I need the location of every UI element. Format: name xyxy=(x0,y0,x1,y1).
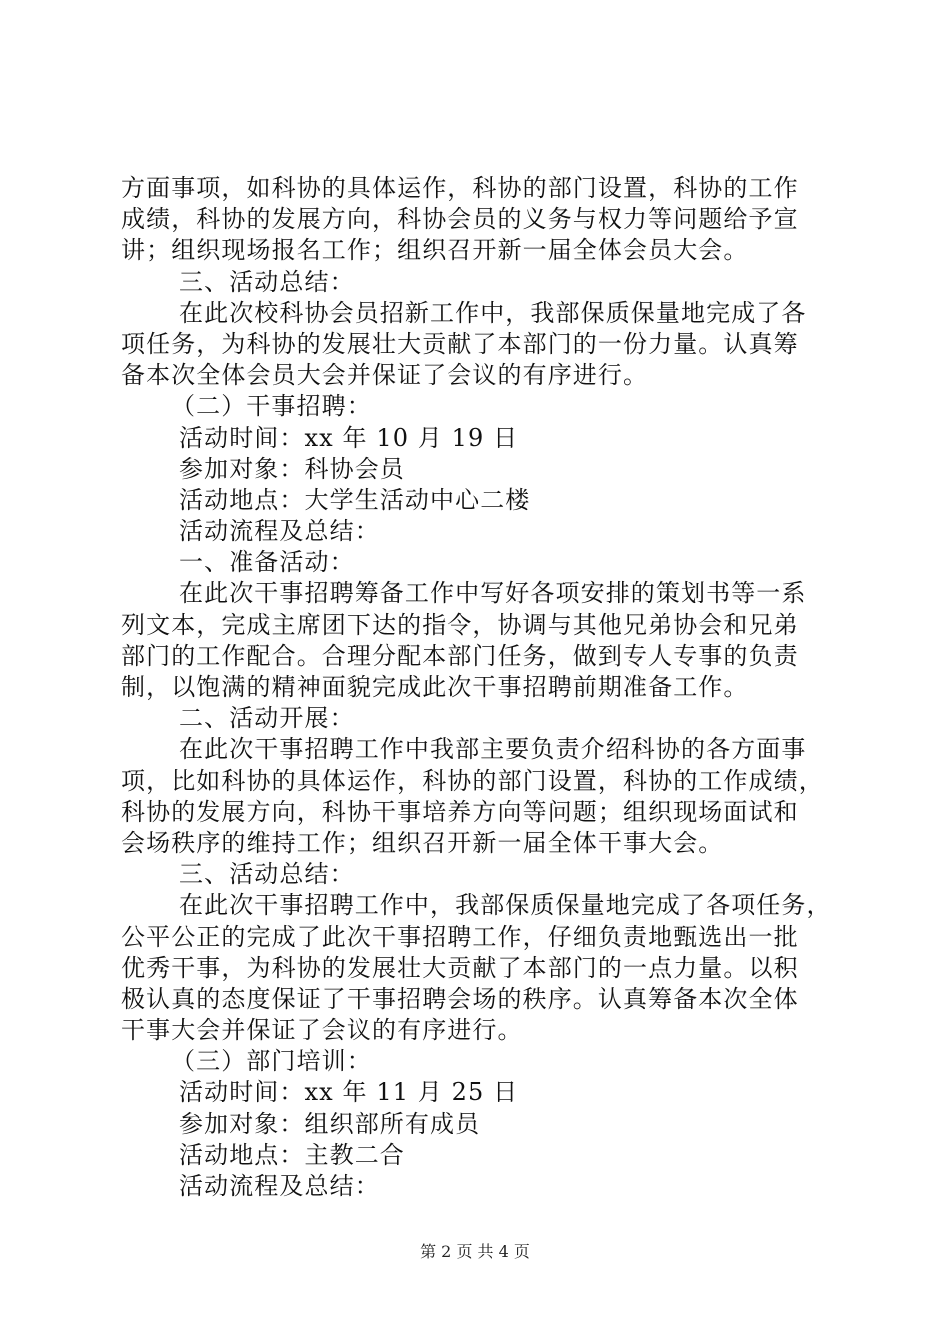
document-body xyxy=(121,173,841,1202)
text-line: 部门的工作配合。合理分配本部门任务，做到专人专事的负责 xyxy=(121,641,799,670)
text-line: 会场秩序的维持工作；组织召开新一届全体干事大会。 xyxy=(121,828,724,857)
text-line: 活动时间：xx 年 11 月 25 日 xyxy=(179,1078,519,1107)
text-line: 在此次校科协会员招新工作中，我部保质保量地完成了各 xyxy=(179,298,807,327)
text-line: 一、准备活动： xyxy=(179,548,355,577)
text-line: 在此次干事招聘工作中，我部保质保量地完成了各项任务， xyxy=(179,891,832,920)
text-line: 备本次全体会员大会并保证了会议的有序进行。 xyxy=(121,361,649,390)
text-line: 优秀干事，为科协的发展壮大贡献了本部门的一点力量。以积 xyxy=(121,953,799,982)
text-line: 在此次干事招聘工作中我部主要负责介绍科协的各方面事 xyxy=(179,735,807,764)
text-line: 活动流程及总结： xyxy=(179,517,380,546)
text-line: 参加对象：组织部所有成员 xyxy=(179,1109,481,1138)
text-line: 活动流程及总结： xyxy=(179,1172,380,1200)
text-line: （三）部门培训： xyxy=(171,1047,372,1076)
text-line: 项，比如科协的具体运作，科协的部门设置，科协的工作成绩， xyxy=(121,766,824,795)
text-line: 讲；组织现场报名工作；组织召开新一届全体会员大会。 xyxy=(121,236,749,265)
page-footer: 第 2 页 共 4 页 xyxy=(420,1242,530,1261)
text-line: 公平公正的完成了此次干事招聘工作，仔细负责地甄选出一批 xyxy=(121,922,799,951)
text-line: 列文本，完成主席团下达的指令，协调与其他兄弟协会和兄弟 xyxy=(121,610,799,639)
text-line: 项任务，为科协的发展壮大贡献了本部门的一份力量。认真筹 xyxy=(121,329,799,358)
text-line: 制，以饱满的精神面貌完成此次干事招聘前期准备工作。 xyxy=(121,673,749,701)
text-line: 三、活动总结： xyxy=(179,267,355,296)
text-line: 在此次干事招聘筹备工作中写好各项安排的策划书等一系 xyxy=(179,579,807,608)
text-line: （二）干事招聘： xyxy=(171,392,372,421)
text-line: 活动地点：主教二合 xyxy=(179,1140,405,1169)
text-line: 科协的发展方向，科协干事培养方向等问题；组织现场面试和 xyxy=(121,797,799,826)
text-line: 成绩，科协的发展方向，科协会员的义务与权力等问题给予宣 xyxy=(121,205,799,234)
text-line: 活动时间：xx 年 10 月 19 日 xyxy=(179,423,519,452)
text-line: 二、活动开展： xyxy=(179,704,355,733)
text-line: 三、活动总结： xyxy=(179,860,355,889)
text-line: 活动地点：大学生活动中心二楼 xyxy=(179,485,531,514)
text-line: 参加对象：科协会员 xyxy=(179,454,405,483)
text-line: 极认真的态度保证了干事招聘会场的秩序。认真筹备本次全体 xyxy=(121,984,799,1013)
text-line: 方面事项，如科协的具体运作，科协的部门设置，科协的工作 xyxy=(121,174,799,202)
text-line: 干事大会并保证了会议的有序进行。 xyxy=(121,1016,523,1045)
